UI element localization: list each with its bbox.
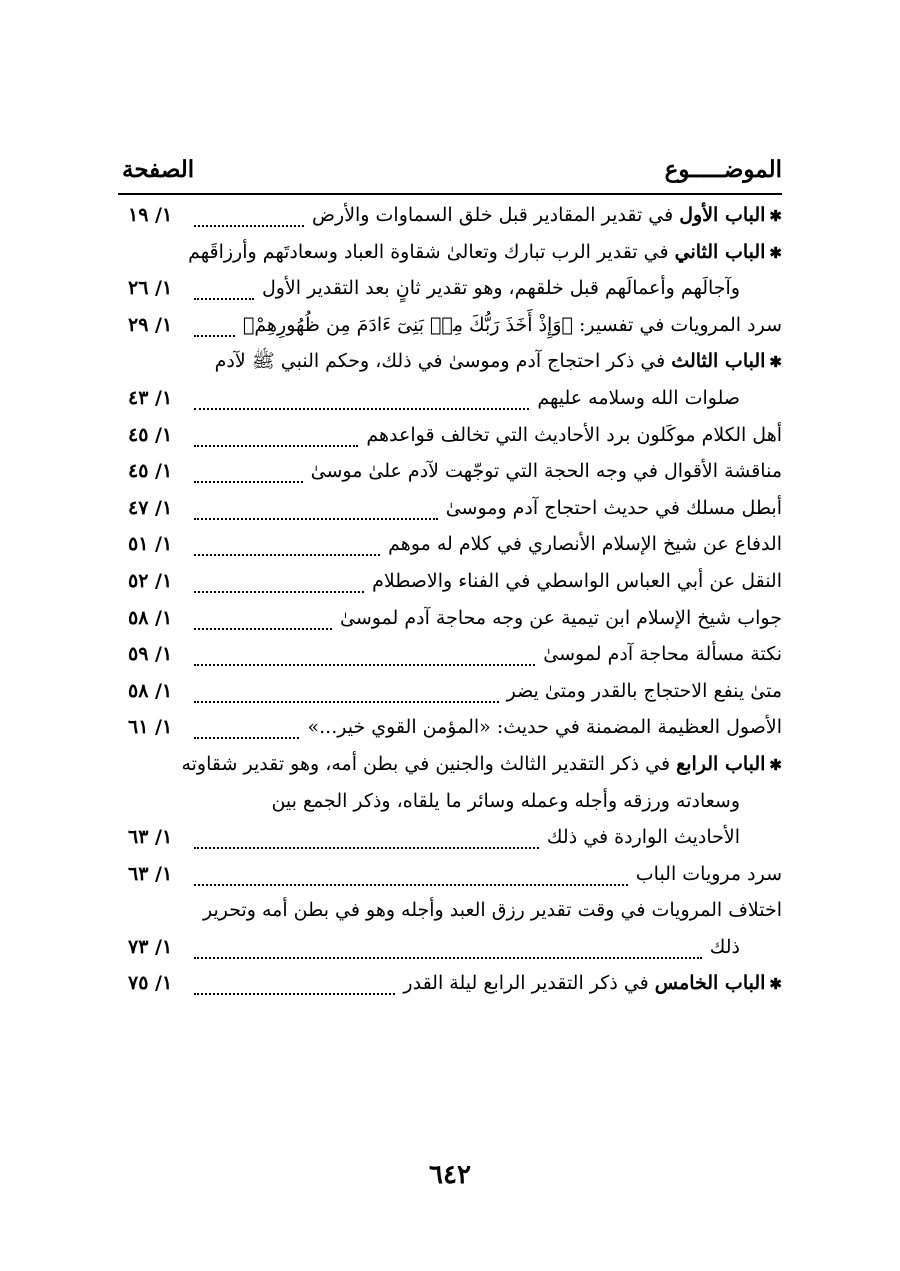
toc-entry	[118, 892, 782, 929]
leader-dots	[194, 197, 304, 227]
asterisk-icon: ✱	[769, 353, 782, 372]
entry-title: وسعادته ورزقه وأجله وعمله وسائر ما يلقاه، وذكر الجمع بين	[271, 789, 740, 812]
topic-column-heading: الموضـــــوع	[664, 156, 782, 183]
leader-dots	[194, 600, 332, 630]
toc-entry	[118, 819, 782, 856]
toc-entry	[118, 783, 782, 820]
entry-title: في ذكر احتجاج آدم وموسىٰ في ذلك، وحكم النبي ﷺ لآدم	[214, 350, 672, 373]
leader-dots	[194, 453, 303, 483]
page-column-heading: الصفحة	[122, 156, 195, 183]
entry-title: الأحاديث الواردة في ذلك	[546, 826, 740, 849]
entry-page-ref: ١/ ٥١	[128, 533, 173, 556]
entry-title: ذلك	[709, 935, 740, 958]
toc-entry	[118, 965, 782, 1002]
entry-title: صلوات الله وسلامه عليهم	[537, 386, 740, 409]
entry-page-ref: ١/ ٥٨	[128, 606, 173, 629]
leader-dots	[194, 417, 358, 447]
entry-title: في ذكر التقدير الثالث والجنين في بطن أمه، وهو تقدير شقاوته	[181, 752, 677, 775]
toc-entry	[118, 417, 782, 454]
header-divider	[118, 193, 782, 195]
entry-title: اختلاف المرويات في وقت تقدير رزق العبد وأجله وهو في بطن أمه وتحرير	[202, 899, 782, 922]
chapter-label: الباب الثاني	[674, 240, 766, 263]
entry-page-ref: ١/ ٥٩	[128, 643, 173, 666]
entry-title: في ذكر التقدير الرابع ليلة القدر	[403, 972, 655, 995]
entry-page-ref: ١/ ٥٢	[128, 569, 173, 592]
entry-title: في تقدير المقادير قبل خلق السماوات والأرض	[312, 204, 680, 226]
entry-page-ref: ١/ ٧٥	[128, 972, 173, 995]
toc-entry	[118, 307, 782, 344]
entry-page-ref: ١/ ٤٧	[128, 496, 173, 519]
entry-title: متىٰ ينفع الاحتجاج بالقدر ومتىٰ يضر	[506, 679, 782, 702]
leader-dots	[194, 526, 380, 556]
entry-page-ref: ١/ ٤٥	[128, 460, 173, 483]
toc-entry	[118, 380, 782, 417]
toc-entry	[118, 600, 782, 637]
entry-page-ref: ١/ ٥٨	[128, 679, 173, 702]
asterisk-icon: ✱	[769, 207, 782, 225]
entry-page-ref: ١/ ٦٣	[128, 862, 173, 885]
chapter-label: الباب الرابع	[676, 752, 766, 775]
leader-dots	[194, 673, 499, 703]
leader-dots	[194, 307, 235, 337]
asterisk-icon: ✱	[769, 755, 782, 774]
entry-page-ref: ١/ ٧٣	[128, 935, 173, 958]
toc-entry	[118, 636, 782, 673]
entry-title: سرد المرويات في تفسير: ﴿وَإِذْ أَخَذَ رَبُّكَ مِنۢ بَنِىٓ ءَادَمَ مِن ظُهُورِهِمْ﴾	[242, 313, 782, 336]
entry-text	[181, 750, 782, 779]
entry-page-ref: ١/ ٦٣	[128, 826, 173, 849]
toc-entry	[118, 343, 782, 380]
entry-title: النقل عن أبي العباس الواسطي في الفناء والاصطلام	[372, 569, 782, 592]
entry-page-ref: ١/ ٦١	[128, 716, 173, 739]
leader-dots	[194, 965, 395, 995]
entry-page-ref: ١/ ٤٥	[128, 423, 173, 446]
toc-header	[118, 150, 782, 190]
entry-page-ref: ١/ ٢٩	[128, 313, 173, 336]
entry-text	[403, 969, 782, 998]
toc-entry	[118, 856, 782, 893]
entry-title: أهل الكلام موكَلون برد الأحاديث التي تخالف قواعدهم	[366, 423, 782, 446]
page-number: ٦٤٢	[429, 1160, 471, 1190]
entry-title: أبطل مسلك في حديث احتجاج آدم وموسىٰ	[445, 496, 782, 519]
entry-title: سرد مرويات الباب	[635, 862, 782, 885]
chapter-label: الباب الثالث	[671, 350, 766, 373]
toc-entries	[118, 197, 782, 1002]
toc-entry	[118, 709, 782, 746]
toc-entry	[118, 234, 782, 271]
toc-entry	[118, 746, 782, 783]
toc-entry	[118, 270, 782, 307]
leader-dots	[194, 819, 539, 849]
toc-entry	[118, 526, 782, 563]
entry-title: مناقشة الأقوال في وجه الحجة التي توجّهت لآدم علىٰ موسىٰ	[310, 460, 782, 483]
leader-dots	[194, 380, 529, 410]
chapter-label: الباب الخامس	[654, 972, 766, 995]
leader-dots	[194, 929, 702, 959]
entry-title: جواب شيخ الإسلام ابن تيمية عن وجه محاجة آدم لموسىٰ	[339, 606, 782, 629]
entry-page-ref: ١/ ٢٦	[128, 277, 173, 300]
entry-title: نكتة مسألة محاجة آدم لموسىٰ	[543, 643, 782, 666]
entry-title: الدفاع عن شيخ الإسلام الأنصاري في كلام له موهم	[388, 533, 782, 556]
leader-dots	[194, 636, 535, 666]
leader-dots	[194, 709, 299, 739]
toc-entry	[118, 453, 782, 490]
entry-title: في تقدير الرب تبارك وتعالىٰ شقاوة العباد وسعادتَهم وأرزاقَهم	[188, 240, 675, 263]
toc-entry	[118, 197, 782, 234]
toc-entry	[118, 490, 782, 527]
entry-page-ref: ١/ ١٩	[128, 204, 173, 226]
asterisk-icon: ✱	[769, 975, 782, 994]
leader-dots	[194, 270, 254, 300]
toc-entry	[118, 929, 782, 966]
entry-title: الأصول العظيمة المضمنة في حديث: «المؤمن القوي خير...»	[307, 716, 782, 739]
leader-dots	[194, 563, 364, 593]
toc-entry	[118, 673, 782, 710]
entry-text	[215, 347, 782, 376]
leader-dots	[194, 856, 628, 886]
leader-dots	[194, 490, 438, 520]
entry-text	[312, 201, 782, 230]
entry-text	[188, 238, 782, 267]
entry-page-ref: ١/ ٤٣	[128, 386, 173, 409]
toc-entry	[118, 563, 782, 600]
asterisk-icon: ✱	[769, 243, 782, 262]
chapter-label: الباب الأول	[679, 204, 766, 226]
entry-title: وآجالَهم وأعمالَهم قبل خلقهم، وهو تقدير ثانٍ بعد التقدير الأول	[261, 277, 740, 300]
